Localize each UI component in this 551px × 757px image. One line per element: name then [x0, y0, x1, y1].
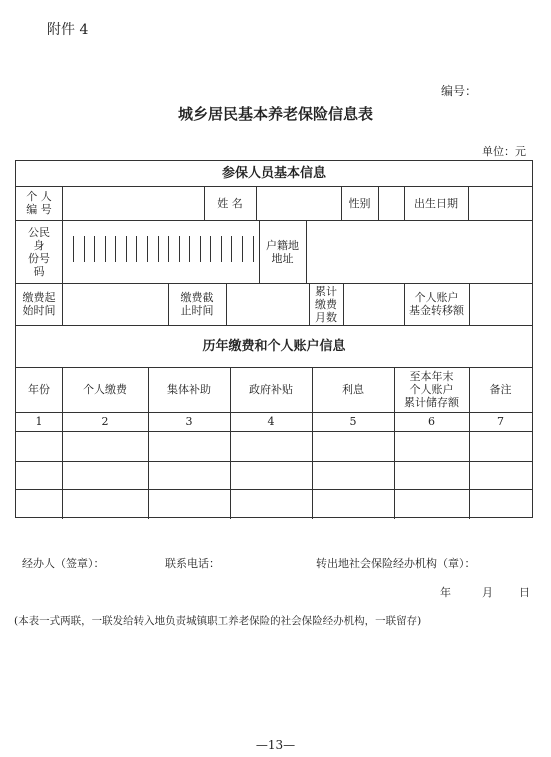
header-personal-payment: 个人缴费: [83, 383, 127, 396]
handler-signature-label: 经办人（签章）：: [22, 557, 105, 570]
fund-transfer-field[interactable]: [469, 283, 532, 325]
citizen-id-digit-boxes[interactable]: [73, 236, 263, 262]
section-history-title: 历年缴费和个人账户信息: [202, 338, 346, 354]
pay-months-field[interactable]: [343, 283, 404, 325]
header-collective-subsidy: 集体补助: [167, 383, 211, 396]
header-year: 年份: [28, 383, 50, 396]
history-row[interactable]: [16, 489, 532, 517]
column-number: 5: [349, 415, 357, 428]
page-number: —13—: [255, 738, 296, 752]
column-number: 3: [185, 415, 193, 428]
contact-phone-label: 联系电话：: [165, 557, 220, 570]
header-interest: 利息: [342, 383, 364, 396]
header-government-subsidy: 政府补贴: [249, 383, 293, 396]
history-row[interactable]: [16, 461, 532, 489]
history-row[interactable]: [16, 431, 532, 461]
unit-label: 单位：元: [482, 145, 526, 158]
date-month-label: 月: [482, 586, 493, 599]
pay-start-label: 缴费起 始时间: [22, 291, 56, 317]
info-form-table: [15, 160, 533, 518]
name-label: 姓 名: [217, 196, 243, 210]
household-address-field[interactable]: [306, 220, 532, 283]
column-number: 2: [101, 415, 109, 428]
date-year-label: 年: [440, 586, 451, 599]
birth-date-label: 出生日期: [414, 196, 458, 210]
pay-end-field[interactable]: [226, 283, 309, 325]
pay-start-field[interactable]: [62, 283, 168, 325]
transfer-agency-label: 转出地社会保险经办机构（章）：: [316, 557, 476, 570]
pay-end-label: 缴费截 止时间: [180, 291, 214, 317]
gender-field[interactable]: [378, 186, 404, 220]
gender-label: 性别: [348, 196, 371, 210]
date-day-label: 日: [519, 586, 530, 599]
personal-id-field[interactable]: [62, 186, 204, 220]
column-number: 6: [428, 415, 435, 428]
citizen-id-label: 公民 身 份号 码: [28, 225, 50, 278]
personal-id-label: 个 人 编 号: [26, 190, 52, 216]
attachment-label: 附件 4: [47, 22, 89, 38]
form-title: 城乡居民基本养老保险信息表: [177, 105, 373, 123]
column-number: 1: [35, 415, 43, 428]
header-remarks: 备注: [489, 383, 512, 396]
household-address-label: 户籍地 地址: [266, 238, 299, 265]
fund-transfer-label: 个人账户 基金转移额: [409, 291, 464, 317]
serial-number-label: 编号：: [441, 84, 478, 98]
column-number: 4: [267, 415, 275, 428]
column-number: 7: [497, 415, 504, 428]
pay-months-label: 累计 缴费 月数: [315, 284, 337, 324]
name-field[interactable]: [256, 186, 341, 220]
header-account-balance: 至本年末 个人账户 累计储存额: [404, 370, 459, 409]
footnote: (本表一式两联，一联发给转入地负责城镇职工养老保险的社会保险经办机构，一联留存): [14, 615, 422, 627]
section-basic-info-title: 参保人员基本信息: [221, 166, 326, 181]
birth-date-field[interactable]: [468, 186, 532, 220]
